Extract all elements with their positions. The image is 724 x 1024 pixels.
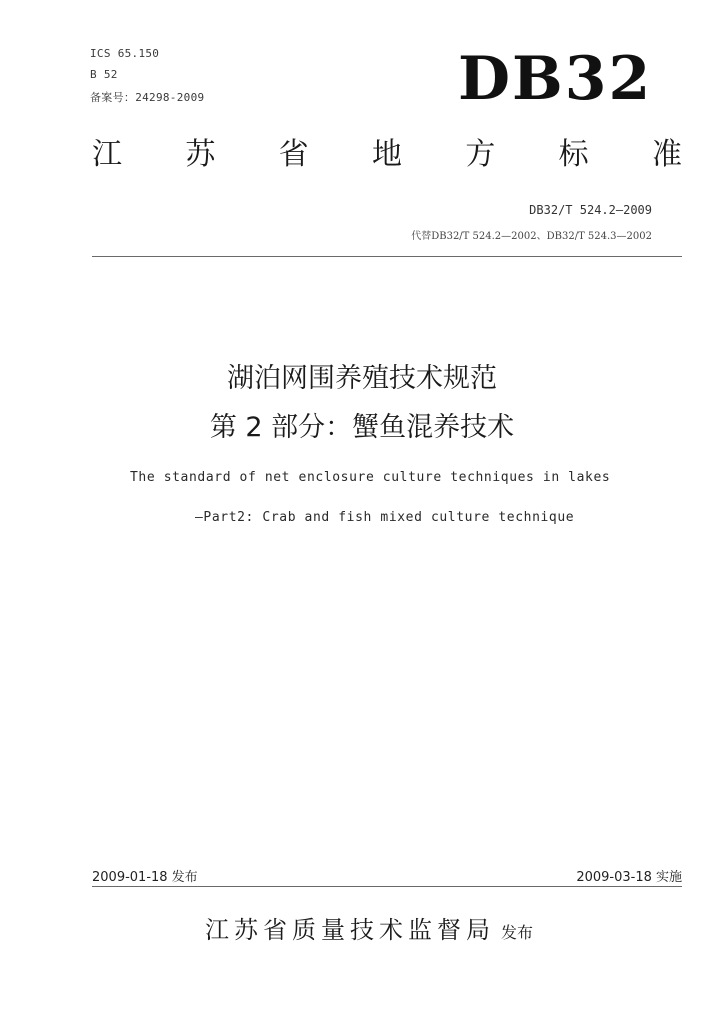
issuer-action: 发布 — [501, 923, 534, 942]
header-divider — [92, 256, 682, 257]
title-chinese-part: 第 2 部分：蟹鱼混养技术 — [209, 412, 515, 443]
standard-type-char: 省 — [278, 137, 309, 172]
issuer-line — [205, 910, 533, 945]
title-english-part: —Part2: Crab and fish mixed culture technique — [195, 510, 575, 525]
issuer-name: 江苏省质量技术监督局 — [205, 916, 495, 944]
ccs-code: B 52 — [90, 68, 118, 81]
standard-type-char: 地 — [371, 137, 402, 172]
replaces-note: 代替DB32/T 524.2—2002、DB32/T 524.3—2002 — [411, 231, 652, 242]
standard-type-char: 准 — [651, 137, 682, 172]
ics-code: ICS 65.150 — [90, 47, 160, 60]
standard-logo: DB32 — [458, 44, 653, 114]
standard-type-char: 标 — [558, 137, 589, 172]
issue-date: 2009-01-18 发布 — [92, 870, 198, 885]
title-chinese-main: 湖泊网围养殖技术规范 — [227, 363, 497, 394]
standard-number: DB32/T 524.2—2009 — [529, 203, 652, 217]
standard-type-heading — [92, 135, 682, 175]
filing-number: 备案号：24298-2009 — [90, 91, 205, 104]
footer-divider — [92, 886, 682, 887]
implementation-date: 2009-03-18 实施 — [576, 870, 682, 885]
title-english-main: The standard of net enclosure culture techniques in lakes — [130, 470, 611, 485]
standard-type-char: 苏 — [185, 137, 216, 172]
standard-type-char: 方 — [465, 137, 496, 172]
standard-type-char: 江 — [92, 137, 122, 172]
